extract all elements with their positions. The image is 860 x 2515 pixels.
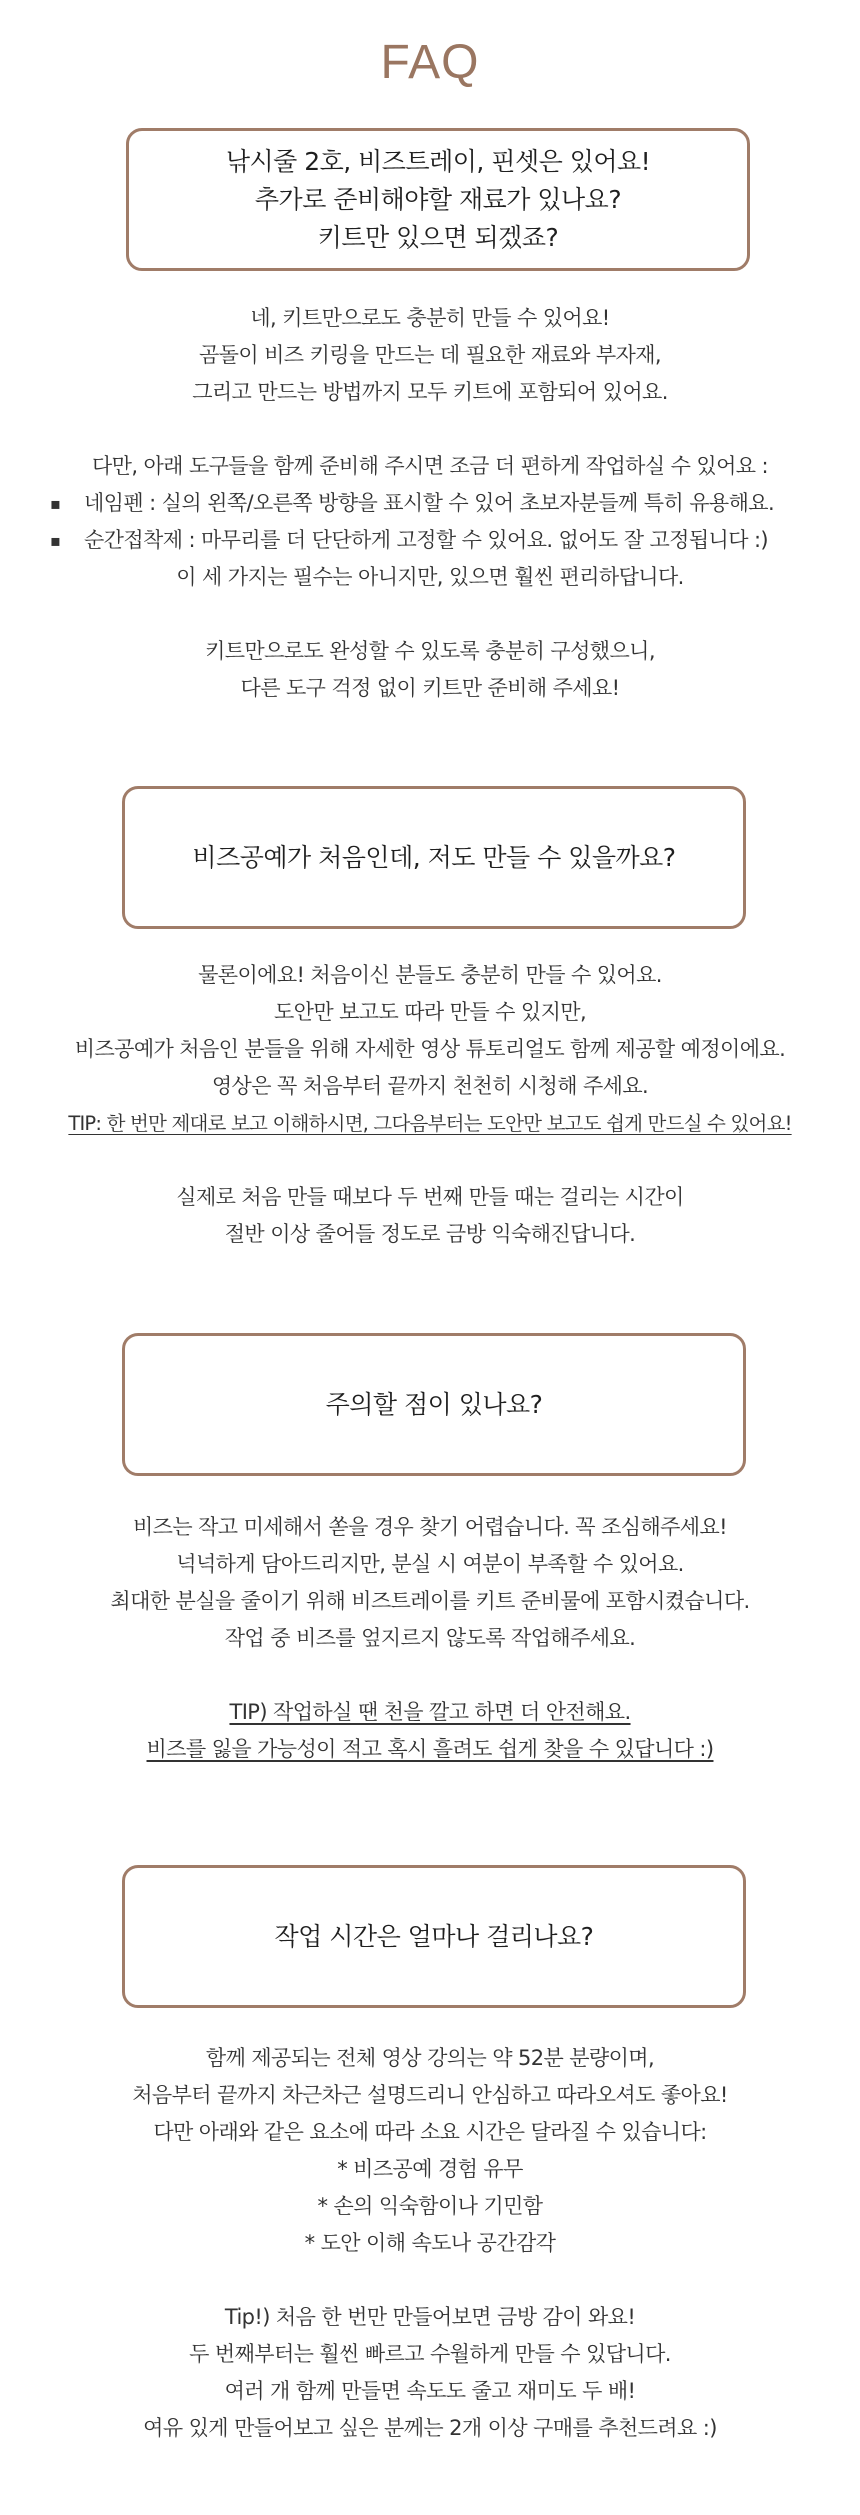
answer-line: 다만, 아래 도구들을 함께 준비해 주시면 조금 더 편하게 작업하실 수 있어요 : (91, 454, 769, 478)
answer-line: 네, 키트만으로도 충분히 만들 수 있어요! (250, 306, 610, 330)
answer-line: 비즈는 작고 미세해서 쏟을 경우 찾기 어렵습니다. 꼭 조심해주세요! (132, 1515, 728, 1539)
answer-line: 다른 도구 걱정 없이 키트만 준비해 주세요! (240, 676, 620, 700)
faq-question-box-4 (122, 1865, 746, 2008)
answer-line: 여러 개 함께 만들면 속도도 줄고 재미도 두 배! (224, 2379, 636, 2403)
faq-answer-1-continued (0, 559, 860, 707)
answer-line: 여유 있게 만들어보고 싶은 분께는 2개 이상 구매를 추천드려요 :) (143, 2416, 717, 2440)
faq-answer-1 (0, 300, 860, 485)
bullet-icon: ▪ (50, 494, 61, 513)
answer-line: 물론이에요! 처음이신 분들도 충분히 만들 수 있어요. (198, 963, 662, 987)
answer-line: 영상은 꼭 처음부터 끝까지 천천히 시청해 주세요. (211, 1074, 649, 1098)
bullet-text: 네임펜 : 실의 왼쪽/오른쪽 방향을 표시할 수 있어 초보자분들께 특히 유용해요. (84, 491, 775, 515)
bullet-icon: ▪ (50, 531, 61, 550)
tool-bullet-list (50, 485, 850, 559)
question-line: 작업 시간은 얼마나 걸리나요? (274, 1921, 594, 1951)
answer-line: Tip!) 처음 한 번만 만들어보면 금방 감이 와요! (224, 2305, 636, 2329)
faq-question-box-1 (126, 128, 750, 271)
question-line: 주의할 점이 있나요? (325, 1389, 543, 1419)
answer-line: 비즈공예가 처음인 분들을 위해 자세한 영상 튜토리얼도 함께 제공할 예정이에요. (74, 1037, 786, 1061)
faq-answer-2 (0, 957, 860, 1253)
bullet-text: 순간접착제 : 마무리를 더 단단하게 고정할 수 있어요. 없어도 잘 고정됩니다 :) (84, 528, 769, 552)
faq-answer-4 (0, 2040, 860, 2447)
answer-line: 실제로 처음 만들 때보다 두 번째 만들 때는 걸리는 시간이 (176, 1185, 684, 1209)
answer-line: 작업 중 비즈를 엎지르지 않도록 작업해주세요. (224, 1626, 636, 1650)
page-title: FAQ (380, 36, 480, 89)
answer-line: * 비즈공예 경험 유무 (337, 2157, 523, 2181)
question-line: 비즈공예가 처음인데, 저도 만들 수 있을까요? (192, 842, 676, 872)
answer-line: * 도안 이해 속도나 공간감각 (304, 2231, 556, 2255)
list-item (50, 522, 850, 559)
tip-line: 비즈를 잃을 가능성이 적고 혹시 흘려도 쉽게 찾을 수 있답니다 :) (146, 1737, 714, 1761)
answer-line: 넉넉하게 담아드리지만, 분실 시 여분이 부족할 수 있어요. (176, 1552, 684, 1576)
answer-line: 절반 이상 줄어들 정도로 금방 익숙해진답니다. (224, 1222, 636, 1246)
faq-question-box-3 (122, 1333, 746, 1476)
answer-line: 키트만으로도 완성할 수 있도록 충분히 구성했으니, (205, 639, 655, 663)
tip-line: TIP) 작업하실 땐 천을 깔고 하면 더 안전해요. (229, 1700, 631, 1724)
answer-line: 곰돌이 비즈 키링을 만드는 데 필요한 재료와 부자재, (198, 343, 661, 367)
answer-line: * 손의 익숙함이나 기민함 (317, 2194, 543, 2218)
question-line: 추가로 준비해야할 재료가 있나요? (254, 184, 622, 214)
answer-line: 다만 아래와 같은 요소에 따라 소요 시간은 달라질 수 있습니다: (153, 2120, 707, 2144)
answer-line: 처음부터 끝까지 차근차근 설명드리니 안심하고 따라오셔도 좋아요! (132, 2083, 728, 2107)
answer-line: 두 번째부터는 훨씬 빠르고 수월하게 만들 수 있답니다. (189, 2342, 671, 2366)
list-item (50, 485, 850, 522)
faq-question-box-2 (122, 786, 746, 929)
question-line: 키트만 있으면 되겠죠? (317, 222, 559, 252)
answer-line: 그리고 만드는 방법까지 모두 키트에 포함되어 있어요. (192, 380, 668, 404)
answer-line: 최대한 분실을 줄이기 위해 비즈트레이를 키트 준비물에 포함시켰습니다. (110, 1589, 750, 1613)
question-line: 낚시줄 2호, 비즈트레이, 핀셋은 있어요! (225, 146, 651, 176)
answer-line: 이 세 가지는 필수는 아니지만, 있으면 훨씬 편리하답니다. (176, 565, 684, 589)
answer-line: 도안만 보고도 따라 만들 수 있지만, (273, 1000, 587, 1024)
answer-line: 함께 제공되는 전체 영상 강의는 약 52분 분량이며, (205, 2046, 655, 2070)
tip-line: TIP: 한 번만 제대로 보고 이해하시면, 그다음부터는 도안만 보고도 쉽게 만드실 수 있어요! (68, 1112, 792, 1135)
faq-answer-3 (0, 1509, 860, 1768)
